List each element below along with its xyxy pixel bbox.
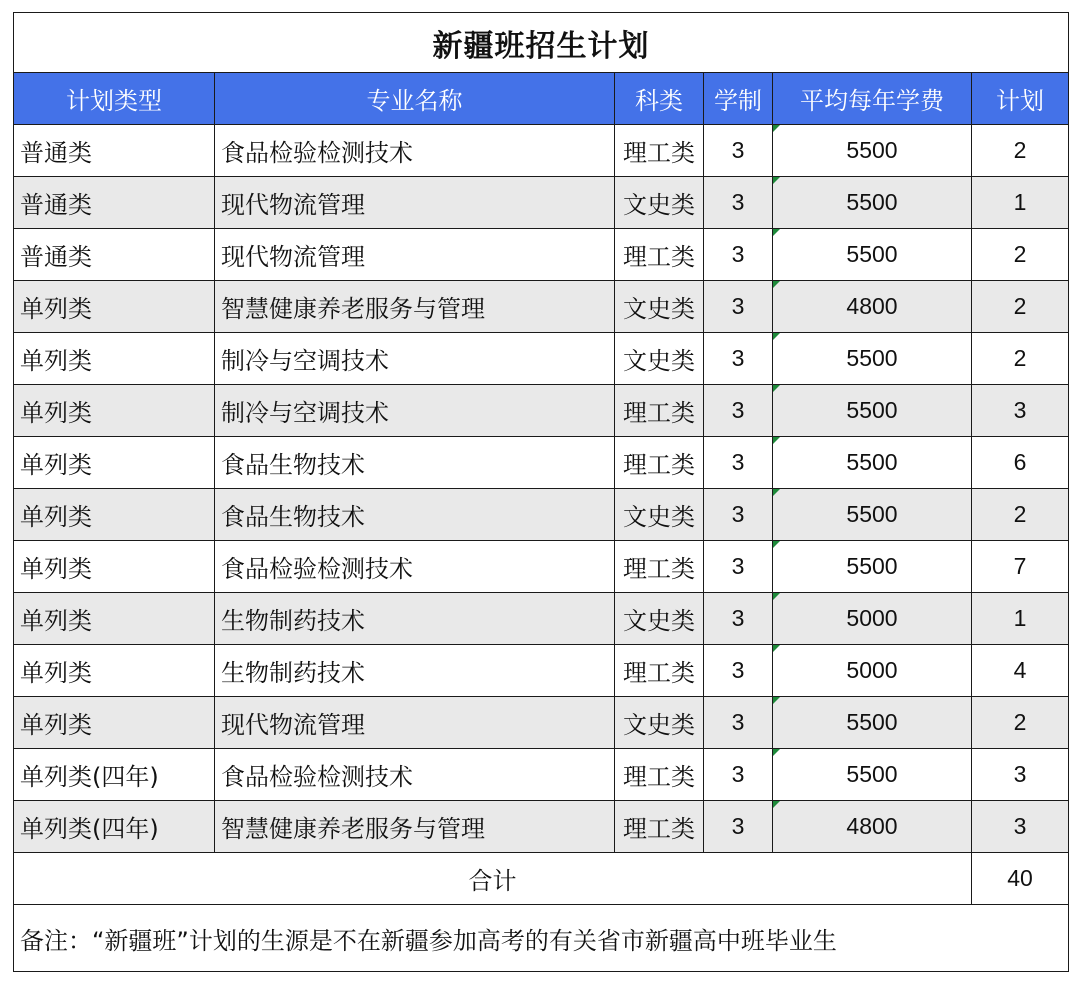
major-name-cell <box>215 177 615 229</box>
annual-fee-cell <box>773 229 972 281</box>
duration-cell <box>704 437 773 489</box>
duration-cell-text: 3 <box>731 501 745 527</box>
major-name-cell-text: 食品检验检测技术 <box>221 763 413 791</box>
category-cell <box>615 541 704 593</box>
major-name-cell <box>215 489 615 541</box>
header-plan-count: 计划 <box>972 73 1069 125</box>
cell-indicator-triangle-icon <box>773 229 780 236</box>
table-row <box>14 437 1069 489</box>
category-cell-text: 文史类 <box>623 191 695 219</box>
plan-count-cell-text: 6 <box>1013 449 1027 475</box>
category-cell-text: 理工类 <box>623 139 695 167</box>
major-name-cell-text: 食品检验检测技术 <box>221 139 413 167</box>
table-row <box>14 281 1069 333</box>
plan-type-cell-text: 单列类(四年) <box>20 763 159 791</box>
table-row <box>14 229 1069 281</box>
plan-count-cell <box>972 801 1069 853</box>
table-row <box>14 177 1069 229</box>
duration-cell-text: 3 <box>731 813 745 839</box>
category-cell-text: 文史类 <box>623 347 695 375</box>
category-cell <box>615 749 704 801</box>
category-cell <box>615 385 704 437</box>
table-row <box>14 801 1069 853</box>
annual-fee-cell-text: 5000 <box>846 605 898 631</box>
plan-type-cell <box>14 489 215 541</box>
plan-type-cell-text: 单列类 <box>20 347 92 375</box>
plan-type-cell-text: 单列类 <box>20 607 92 635</box>
annual-fee-cell <box>773 437 972 489</box>
category-cell <box>615 333 704 385</box>
annual-fee-cell <box>773 697 972 749</box>
note-text: 备注：“新疆班”计划的生源是不在新疆参加高考的有关省市新疆高中班毕业生 <box>14 905 1069 972</box>
major-name-cell-text: 食品生物技术 <box>221 503 365 531</box>
annual-fee-cell <box>773 593 972 645</box>
plan-type-cell-text: 普通类 <box>20 139 92 167</box>
plan-type-cell <box>14 177 215 229</box>
major-name-cell <box>215 281 615 333</box>
category-cell-text: 理工类 <box>623 659 695 687</box>
category-cell <box>615 697 704 749</box>
plan-count-cell-text: 2 <box>1013 501 1027 527</box>
total-value: 40 <box>972 853 1069 905</box>
cell-indicator-triangle-icon <box>773 801 780 808</box>
annual-fee-cell-text: 5500 <box>846 241 898 267</box>
plan-count-cell-text: 2 <box>1013 709 1027 735</box>
plan-type-cell <box>14 697 215 749</box>
duration-cell <box>704 801 773 853</box>
duration-cell-text: 3 <box>731 397 745 423</box>
major-name-cell <box>215 749 615 801</box>
header-duration: 学制 <box>704 73 773 125</box>
plan-type-cell-text: 单列类 <box>20 451 92 479</box>
plan-type-cell-text: 单列类 <box>20 295 92 323</box>
plan-count-cell-text: 3 <box>1013 813 1027 839</box>
major-name-cell <box>215 697 615 749</box>
duration-cell <box>704 541 773 593</box>
plan-count-cell-text: 3 <box>1013 761 1027 787</box>
plan-count-cell-text: 4 <box>1013 657 1027 683</box>
annual-fee-cell-text: 4800 <box>846 293 898 319</box>
plan-type-cell <box>14 437 215 489</box>
plan-type-cell <box>14 125 215 177</box>
cell-indicator-triangle-icon <box>773 489 780 496</box>
major-name-cell <box>215 541 615 593</box>
cell-indicator-triangle-icon <box>773 697 780 704</box>
note-row <box>14 905 1069 972</box>
plan-count-cell <box>972 385 1069 437</box>
plan-type-cell-text: 普通类 <box>20 191 92 219</box>
category-cell-text: 理工类 <box>623 451 695 479</box>
category-cell <box>615 177 704 229</box>
plan-type-cell <box>14 385 215 437</box>
major-name-cell-text: 现代物流管理 <box>221 243 365 271</box>
plan-count-cell-text: 2 <box>1013 241 1027 267</box>
plan-count-cell <box>972 177 1069 229</box>
plan-type-cell-text: 单列类 <box>20 659 92 687</box>
duration-cell <box>704 333 773 385</box>
duration-cell <box>704 281 773 333</box>
duration-cell <box>704 229 773 281</box>
duration-cell-text: 3 <box>731 345 745 371</box>
cell-indicator-triangle-icon <box>773 437 780 444</box>
table-row <box>14 593 1069 645</box>
major-name-cell <box>215 645 615 697</box>
major-name-cell-text: 现代物流管理 <box>221 191 365 219</box>
cell-indicator-triangle-icon <box>773 749 780 756</box>
table-row <box>14 385 1069 437</box>
plan-count-cell <box>972 281 1069 333</box>
category-cell <box>615 801 704 853</box>
plan-count-cell <box>972 229 1069 281</box>
annual-fee-cell-text: 5500 <box>846 397 898 423</box>
table-row <box>14 645 1069 697</box>
cell-indicator-triangle-icon <box>773 281 780 288</box>
annual-fee-cell-text: 5500 <box>846 761 898 787</box>
plan-type-cell-text: 单列类 <box>20 555 92 583</box>
annual-fee-cell <box>773 385 972 437</box>
plan-type-cell-text: 单列类(四年) <box>20 815 159 843</box>
plan-count-cell <box>972 489 1069 541</box>
plan-count-cell <box>972 333 1069 385</box>
category-cell-text: 理工类 <box>623 555 695 583</box>
duration-cell-text: 3 <box>731 293 745 319</box>
annual-fee-cell <box>773 281 972 333</box>
category-cell <box>615 645 704 697</box>
annual-fee-cell-text: 5500 <box>846 345 898 371</box>
cell-indicator-triangle-icon <box>773 333 780 340</box>
duration-cell-text: 3 <box>731 657 745 683</box>
annual-fee-cell <box>773 177 972 229</box>
duration-cell-text: 3 <box>731 137 745 163</box>
category-cell-text: 理工类 <box>623 243 695 271</box>
duration-cell-text: 3 <box>731 605 745 631</box>
category-cell <box>615 125 704 177</box>
plan-count-cell <box>972 125 1069 177</box>
header-row <box>14 73 1069 125</box>
duration-cell-text: 3 <box>731 241 745 267</box>
major-name-cell <box>215 385 615 437</box>
duration-cell <box>704 697 773 749</box>
category-cell-text: 文史类 <box>623 607 695 635</box>
major-name-cell-text: 食品检验检测技术 <box>221 555 413 583</box>
annual-fee-cell-text: 4800 <box>846 813 898 839</box>
annual-fee-cell-text: 5500 <box>846 709 898 735</box>
cell-indicator-triangle-icon <box>773 645 780 652</box>
category-cell <box>615 593 704 645</box>
table-title: 新疆班招生计划 <box>14 13 1069 73</box>
plan-count-cell-text: 7 <box>1013 553 1027 579</box>
major-name-cell-text: 生物制药技术 <box>221 659 365 687</box>
plan-count-cell <box>972 437 1069 489</box>
plan-count-cell <box>972 645 1069 697</box>
duration-cell <box>704 177 773 229</box>
plan-count-cell-text: 2 <box>1013 293 1027 319</box>
table-row <box>14 541 1069 593</box>
annual-fee-cell <box>773 801 972 853</box>
cell-indicator-triangle-icon <box>773 593 780 600</box>
header-plan-type: 计划类型 <box>14 73 215 125</box>
cell-indicator-triangle-icon <box>773 177 780 184</box>
annual-fee-cell-text: 5500 <box>846 137 898 163</box>
annual-fee-cell-text: 5000 <box>846 657 898 683</box>
duration-cell-text: 3 <box>731 189 745 215</box>
header-major-name: 专业名称 <box>215 73 615 125</box>
duration-cell-text: 3 <box>731 761 745 787</box>
total-label: 合计 <box>14 853 972 905</box>
plan-count-cell-text: 3 <box>1013 397 1027 423</box>
plan-count-cell <box>972 697 1069 749</box>
plan-type-cell-text: 单列类 <box>20 399 92 427</box>
plan-count-cell <box>972 541 1069 593</box>
annual-fee-cell <box>773 333 972 385</box>
plan-type-cell <box>14 281 215 333</box>
annual-fee-cell <box>773 645 972 697</box>
plan-type-cell <box>14 593 215 645</box>
duration-cell <box>704 125 773 177</box>
major-name-cell-text: 生物制药技术 <box>221 607 365 635</box>
plan-count-cell <box>972 593 1069 645</box>
cell-indicator-triangle-icon <box>773 385 780 392</box>
major-name-cell <box>215 229 615 281</box>
duration-cell-text: 3 <box>731 709 745 735</box>
major-name-cell-text: 智慧健康养老服务与管理 <box>221 295 485 323</box>
plan-type-cell <box>14 333 215 385</box>
category-cell-text: 理工类 <box>623 815 695 843</box>
annual-fee-cell <box>773 749 972 801</box>
annual-fee-cell <box>773 125 972 177</box>
duration-cell-text: 3 <box>731 553 745 579</box>
plan-type-cell-text: 普通类 <box>20 243 92 271</box>
total-row <box>14 853 1069 905</box>
cell-indicator-triangle-icon <box>773 125 780 132</box>
category-cell-text: 文史类 <box>623 711 695 739</box>
major-name-cell <box>215 437 615 489</box>
plan-count-cell-text: 1 <box>1013 189 1027 215</box>
major-name-cell-text: 食品生物技术 <box>221 451 365 479</box>
annual-fee-cell-text: 5500 <box>846 449 898 475</box>
major-name-cell <box>215 801 615 853</box>
annual-fee-cell <box>773 541 972 593</box>
major-name-cell-text: 制冷与空调技术 <box>221 399 389 427</box>
annual-fee-cell-text: 5500 <box>846 553 898 579</box>
duration-cell <box>704 593 773 645</box>
duration-cell <box>704 385 773 437</box>
duration-cell-text: 3 <box>731 449 745 475</box>
plan-type-cell <box>14 749 215 801</box>
category-cell-text: 理工类 <box>623 399 695 427</box>
header-annual-fee: 平均每年学费 <box>773 73 972 125</box>
plan-type-cell <box>14 801 215 853</box>
enrollment-plan-table <box>13 12 1069 972</box>
category-cell-text: 文史类 <box>623 503 695 531</box>
major-name-cell-text: 制冷与空调技术 <box>221 347 389 375</box>
title-row <box>14 13 1069 73</box>
annual-fee-cell-text: 5500 <box>846 189 898 215</box>
table-row <box>14 489 1069 541</box>
plan-count-cell-text: 2 <box>1013 345 1027 371</box>
annual-fee-cell-text: 5500 <box>846 501 898 527</box>
major-name-cell-text: 智慧健康养老服务与管理 <box>221 815 485 843</box>
category-cell <box>615 281 704 333</box>
table-row <box>14 697 1069 749</box>
plan-count-cell-text: 2 <box>1013 137 1027 163</box>
plan-type-cell-text: 单列类 <box>20 503 92 531</box>
plan-type-cell <box>14 229 215 281</box>
category-cell <box>615 437 704 489</box>
major-name-cell-text: 现代物流管理 <box>221 711 365 739</box>
plan-count-cell-text: 1 <box>1013 605 1027 631</box>
cell-indicator-triangle-icon <box>773 541 780 548</box>
annual-fee-cell <box>773 489 972 541</box>
major-name-cell <box>215 333 615 385</box>
plan-type-cell-text: 单列类 <box>20 711 92 739</box>
plan-count-cell <box>972 749 1069 801</box>
header-category: 科类 <box>615 73 704 125</box>
plan-type-cell <box>14 645 215 697</box>
category-cell-text: 理工类 <box>623 763 695 791</box>
table-row <box>14 125 1069 177</box>
table-row <box>14 333 1069 385</box>
duration-cell <box>704 645 773 697</box>
major-name-cell <box>215 125 615 177</box>
table-row <box>14 749 1069 801</box>
duration-cell <box>704 749 773 801</box>
duration-cell <box>704 489 773 541</box>
category-cell-text: 文史类 <box>623 295 695 323</box>
major-name-cell <box>215 593 615 645</box>
category-cell <box>615 489 704 541</box>
category-cell <box>615 229 704 281</box>
plan-type-cell <box>14 541 215 593</box>
